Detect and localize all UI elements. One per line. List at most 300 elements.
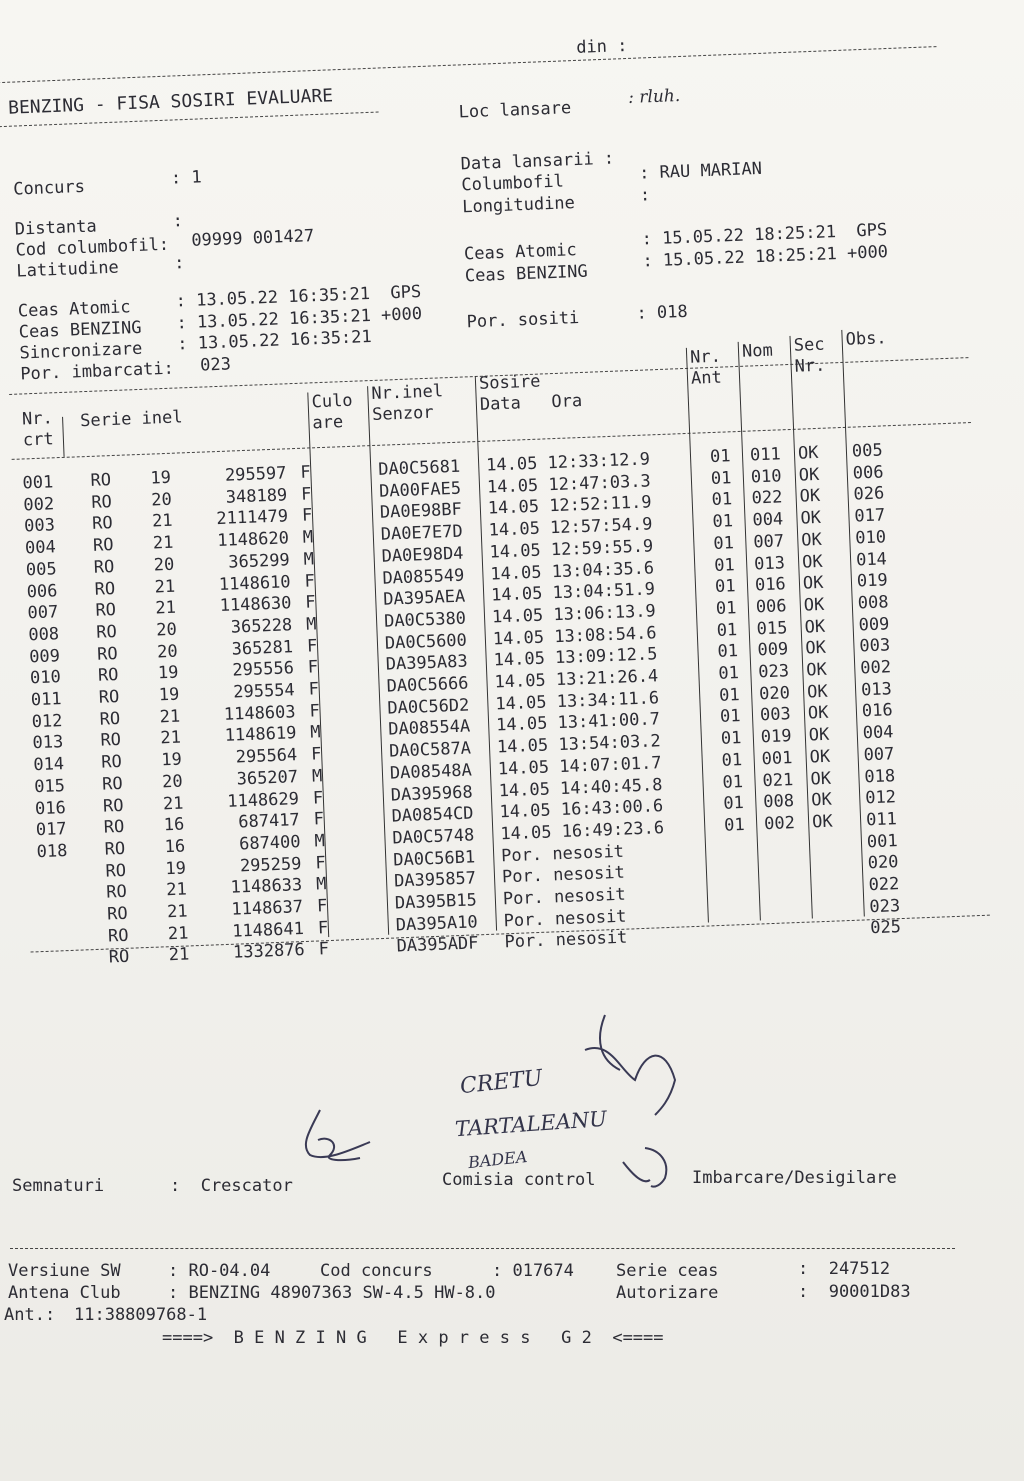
benzing-express-banner: ====> B E N Z I N G E x p r e s s G 2 <==== (162, 1328, 664, 1348)
comisia-control-label: Comisia control (442, 1170, 596, 1190)
col-culoare-header-2: are (312, 412, 344, 434)
cell-sosire: 14.05 13:34:11.6 (495, 687, 660, 715)
cell-obs: 022 (868, 874, 900, 896)
signature-crescator (290, 1100, 390, 1170)
por-sositi-label: Por. sositi (466, 308, 580, 333)
cell-ant: 01 (721, 749, 743, 771)
cell-inel: 1148629 (226, 788, 300, 812)
cell-sosire: 14.05 16:43:00.6 (499, 796, 664, 823)
cell-an: 20 (150, 489, 173, 511)
cell-sosire: 14.05 13:04:51.9 (490, 579, 656, 606)
cell-nr: 003 (23, 515, 56, 537)
cell-inel: 1148603 (223, 701, 296, 725)
cell-sex: F (307, 657, 319, 678)
cell-obs: 026 (853, 483, 885, 505)
cell-sex: M (303, 549, 315, 570)
cell-an: 20 (153, 554, 175, 576)
serie-ceas-label: Serie ceas (616, 1261, 719, 1281)
loc-lansare-label: Loc lansare (458, 98, 572, 123)
cell-inel: 1148610 (218, 571, 291, 595)
cell-nom: 013 (753, 552, 786, 574)
sincronizare-label: Sincronizare (19, 338, 143, 364)
cell-inel: 687400 (238, 831, 301, 855)
cell-senzor: DA0E98BF (379, 500, 463, 524)
cell-sex: F (316, 896, 328, 917)
ceas-benzing-right-value: : 15.05.22 18:25:21 +000 (642, 242, 889, 272)
cell-senzor: DA00FAE5 (378, 478, 462, 502)
cod-columbofil-value: 09999 001427 (191, 226, 315, 251)
concurs-label: Concurs (12, 176, 86, 200)
cell-senzor: DA0C5666 (386, 673, 469, 697)
col-nom-header: Nom (741, 340, 774, 362)
cell-inel: 1332876 (232, 940, 306, 964)
cell-inel: 295564 (235, 745, 298, 768)
cell-nr: 015 (33, 775, 66, 798)
versiune-sw-label: Versiune SW (8, 1261, 121, 1281)
cell-obs: 016 (861, 700, 894, 722)
cell-sosire: 14.05 14:40:45.8 (498, 774, 663, 801)
cell-nr: 001 (22, 472, 54, 494)
col-data-ora-header: Data Ora (479, 390, 583, 415)
cell-nr: 014 (33, 754, 65, 776)
ceas-benzing-right-label: Ceas BENZING (464, 261, 589, 287)
cell-ant: 01 (717, 641, 739, 663)
cell-tara: RO (90, 491, 113, 513)
cell-an: 21 (154, 576, 176, 597)
ceas-atomic-right-value: : 15.05.22 18:25:21 GPS (641, 220, 888, 250)
cell-sec: OK (811, 811, 834, 833)
col-serie-inel-header: Serie inel (79, 407, 183, 432)
cell-sec: OK (803, 594, 825, 616)
cell-senzor: DA0E98D4 (381, 543, 464, 567)
cell-tara: RO (103, 817, 125, 838)
cell-an: 21 (160, 727, 182, 749)
cell-sosire: 14.05 12:33:12.9 (485, 449, 651, 476)
cell-sosire: 14.05 13:04:35.6 (490, 557, 655, 585)
cell-inel: 295556 (232, 658, 295, 681)
col-sec-header-2: Nr. (794, 355, 826, 377)
cell-an: 16 (163, 814, 185, 836)
cell-nom: 004 (752, 509, 784, 531)
serie-ceas-value: : 247512 (798, 1259, 891, 1279)
cell-sex: F (312, 787, 324, 809)
cell-sosire: Por. nesosit (504, 928, 628, 953)
cell-sec: OK (797, 442, 819, 464)
cell-senzor: DA395968 (390, 781, 474, 806)
cell-ant: 01 (719, 706, 741, 728)
por-imbarcati-value: 023 (199, 354, 232, 376)
footer-separator (10, 1248, 955, 1249)
cell-ant: 01 (718, 684, 741, 706)
cell-nr: 011 (30, 689, 62, 711)
cell-ant: 01 (711, 489, 733, 511)
cell-inel: 1148641 (231, 918, 305, 942)
ceas-benzing-left-label: Ceas BENZING (18, 317, 142, 343)
cell-inel: 1148619 (224, 723, 297, 747)
cell-ant: 01 (713, 554, 736, 576)
cell-nom: 023 (757, 661, 790, 683)
cell-nom: 016 (754, 574, 787, 596)
cell-obs: 017 (854, 505, 886, 527)
cell-sex: F (308, 679, 320, 700)
cod-columbofil-label: Cod columbofil: (15, 234, 170, 261)
cell-nr: 010 (29, 667, 62, 689)
antena-club-value: : BENZING 48907363 SW-4.5 HW-8.0 (168, 1283, 496, 1303)
cell-nr: 008 (28, 624, 60, 646)
antena-club-label: Antena Club (8, 1283, 121, 1303)
por-sositi-value: : 018 (636, 301, 689, 324)
col-culoare-header: Culo (311, 390, 353, 413)
cell-tara: RO (105, 882, 128, 903)
cell-obs: 023 (869, 895, 901, 917)
loc-lansare-value: : rluh. (627, 85, 681, 108)
latitudine-value: : (173, 253, 185, 274)
ceas-atomic-right-label: Ceas Atomic (463, 240, 578, 265)
cell-tara: RO (98, 686, 120, 708)
cell-ant: 01 (713, 533, 735, 554)
autorizare-label: Autorizare (616, 1283, 719, 1303)
cell-tara: RO (91, 513, 114, 535)
cell-senzor: DA0C5380 (383, 608, 467, 632)
cell-tara: RO (104, 838, 126, 860)
cell-sex: F (304, 570, 316, 592)
cell-inel: 687417 (237, 810, 301, 833)
cell-tara: RO (96, 643, 119, 665)
cell-inel: 295597 (224, 463, 287, 486)
cell-nom: 011 (749, 444, 782, 466)
cell-sec: OK (808, 724, 830, 746)
cell-inel: 295259 (239, 853, 302, 877)
cell-sex: M (305, 614, 317, 635)
data-lansarii-label: Data lansarii : (460, 148, 615, 175)
imbarcare-desigilare-label: Imbarcare/Desigilare (692, 1168, 897, 1188)
cell-sosire: Por. nesosit (503, 906, 627, 932)
cell-sec: OK (799, 486, 821, 508)
document-title: BENZING - FISA SOSIRI EVALUARE (7, 85, 334, 119)
ceas-atomic-left-value: : 13.05.22 16:35:21 GPS (175, 282, 422, 312)
cell-an: 21 (155, 597, 177, 619)
cell-nr: 017 (35, 819, 67, 841)
cell-tara: RO (97, 665, 119, 687)
col-ant-header-2: Ant (690, 367, 723, 389)
cell-senzor: DA08548A (389, 760, 473, 784)
cell-senzor: DA395AEA (382, 586, 466, 610)
cell-nom: 006 (755, 596, 787, 618)
cell-inel: 365299 (227, 550, 291, 573)
cell-an: 21 (168, 944, 190, 966)
cell-nr: 007 (27, 602, 59, 624)
cell-senzor: DA0C56B1 (392, 846, 476, 871)
cell-obs: 018 (864, 765, 896, 787)
cell-sosire: 14.05 13:54:03.2 (496, 731, 662, 758)
cell-tara: RO (99, 708, 121, 730)
columbofil-value: : RAU MARIAN (638, 158, 763, 184)
cell-sec: OK (801, 551, 824, 573)
cell-tara: RO (95, 600, 117, 621)
cell-nr: 016 (34, 797, 67, 819)
cod-concurs-value: : 017674 (492, 1261, 574, 1281)
versiune-sw-value: : RO-04.04 (168, 1261, 271, 1281)
cell-senzor: DA0854CD (391, 803, 474, 827)
cell-tara: RO (95, 621, 118, 643)
cell-nom: 001 (761, 747, 793, 770)
cell-nr: 005 (25, 559, 57, 581)
cell-tara: RO (108, 947, 130, 968)
cell-ant: 01 (720, 728, 742, 749)
cell-an: 19 (150, 467, 172, 489)
cell-nom: 021 (762, 769, 794, 791)
cell-inel: 2111479 (216, 506, 289, 530)
cell-inel: 295554 (232, 680, 296, 703)
cell-obs: 006 (852, 462, 884, 484)
cell-sec: OK (805, 638, 827, 659)
cell-tara: RO (100, 751, 123, 773)
cell-tara: RO (92, 535, 114, 556)
sincronizare-value: : 13.05.22 16:35:21 (176, 326, 373, 355)
cell-an: 20 (156, 641, 178, 663)
cell-tara: RO (105, 860, 127, 882)
cell-sex: F (304, 592, 316, 613)
cell-senzor: DA0E7E7D (380, 521, 464, 545)
cell-sec: OK (810, 789, 833, 811)
cell-sec: OK (810, 768, 832, 789)
cell-senzor: DA395A10 (395, 912, 479, 936)
cell-sosire: 14.05 14:07:01.7 (497, 752, 662, 780)
cell-sosire: 14.05 13:09:12.5 (493, 644, 658, 671)
cell-sosire: 14.05 12:59:55.9 (489, 536, 654, 563)
cell-inel: 348189 (225, 485, 288, 508)
cell-sex: F (309, 700, 321, 722)
cell-ant: 01 (709, 446, 731, 468)
cell-inel: 1148633 (230, 875, 303, 899)
cell-sosire: Por. nesosit (502, 884, 627, 910)
cell-sec: OK (800, 529, 823, 551)
cell-an: 19 (160, 749, 183, 771)
cod-concurs-label: Cod concurs (320, 1261, 433, 1281)
cell-inel: 1148630 (219, 593, 292, 617)
cell-ant: 01 (715, 598, 737, 619)
cell-tara: RO (94, 578, 116, 600)
cell-obs: 019 (856, 570, 889, 592)
cell-sec: OK (800, 507, 822, 529)
cell-nom: 015 (756, 617, 788, 640)
cell-sec: OK (809, 746, 831, 768)
cell-nom: 009 (757, 639, 789, 661)
cell-obs: 003 (859, 635, 891, 657)
cell-sex: F (310, 744, 322, 765)
cell-nom: 022 (751, 487, 783, 509)
cell-sec: OK (805, 659, 828, 681)
cell-an: 21 (159, 706, 181, 728)
cell-senzor: DA0C5600 (384, 630, 468, 654)
cell-an: 19 (157, 662, 179, 684)
cell-an: 19 (165, 858, 187, 879)
concurs-value: : 1 (170, 167, 203, 189)
handwritten-name-cretu: CRETU (458, 1065, 544, 1100)
cell-tara: RO (102, 795, 124, 817)
cell-sosire: 14.05 13:41:00.7 (495, 709, 661, 736)
cell-inel: 365207 (236, 766, 299, 790)
cell-sex: F (314, 852, 326, 874)
cell-senzor: DA395ADF (396, 933, 479, 957)
cell-obs: 008 (857, 592, 889, 614)
cell-obs: 020 (867, 852, 899, 874)
cell-obs: 009 (858, 613, 890, 636)
por-imbarcati-label: Por. imbarcati: (20, 358, 175, 385)
handwritten-name-badea: BADEA (467, 1146, 529, 1173)
col-sec-header: Sec (793, 334, 825, 356)
cell-an: 21 (152, 532, 174, 554)
cell-ant: 01 (718, 663, 740, 684)
cell-inel: 1148637 (231, 897, 304, 920)
cell-nr: 009 (28, 645, 61, 667)
cell-senzor: DA0C56D2 (387, 695, 470, 719)
cell-nr: 013 (32, 732, 64, 754)
cell-senzor: DA08554A (387, 716, 471, 741)
cell-sex: M (302, 527, 314, 548)
cell-inel: 1148620 (216, 528, 290, 552)
cell-nom: 010 (750, 466, 782, 488)
cell-obs: 025 (869, 917, 902, 939)
cell-sex: F (306, 635, 318, 657)
cell-obs: 011 (865, 809, 898, 831)
col-senzor-header: Senzor (371, 402, 434, 426)
cell-tara: RO (107, 925, 129, 947)
ceas-benzing-left-value: : 13.05.22 16:35:21 +000 (176, 304, 423, 334)
col-nr-crt-header: Nr. (21, 408, 54, 430)
cell-ant: 01 (710, 467, 732, 489)
cell-sex: M (311, 766, 323, 787)
autorizare-value: : 90001D83 (798, 1282, 911, 1302)
crescator-label: : Crescator (170, 1176, 293, 1196)
cell-ant: 01 (714, 576, 736, 598)
cell-an: 21 (166, 901, 188, 923)
cell-sec: OK (804, 616, 826, 638)
cell-obs: 013 (860, 678, 893, 701)
cell-an: 21 (162, 793, 184, 814)
signature-imbarcare (615, 1140, 685, 1190)
cell-sosire: 14.05 12:57:54.9 (488, 514, 653, 541)
cell-sosire: 14.05 13:06:13.9 (491, 601, 657, 628)
ant-label: Ant.: (4, 1305, 56, 1325)
cell-sex: M (315, 874, 327, 895)
cell-sosire: 14.05 13:08:54.6 (492, 622, 657, 650)
latitudine-label: Latitudine (16, 257, 120, 282)
cell-obs: 007 (863, 744, 895, 766)
cell-sex: F (300, 484, 312, 505)
cell-an: 19 (158, 684, 180, 706)
ceas-atomic-left-label: Ceas Atomic (17, 297, 131, 322)
cell-sex: F (301, 505, 313, 527)
din-label: din : (575, 35, 628, 58)
cell-tara: RO (101, 773, 124, 795)
cell-nr: 018 (36, 840, 68, 863)
cell-senzor: DA0C5681 (377, 456, 461, 480)
cell-sosire: 14.05 13:21:26.4 (494, 666, 659, 693)
cell-an: 21 (165, 879, 188, 901)
cell-tara: RO (100, 730, 122, 752)
cell-sosire: 14.05 12:52:11.9 (487, 492, 652, 520)
cell-an: 21 (151, 511, 174, 532)
col-nr-crt-header-2: crt (22, 429, 55, 451)
cell-obs: 004 (862, 722, 894, 744)
cell-nr: 006 (26, 580, 58, 602)
cell-obs: 014 (855, 548, 888, 571)
longitudine-value: : (639, 185, 651, 206)
cell-obs: 010 (854, 527, 887, 549)
cell-ant: 01 (722, 771, 744, 793)
col-sosire-header: Sosire (478, 371, 541, 394)
cell-sex: F (299, 462, 311, 483)
cell-sec: OK (807, 703, 829, 724)
cell-obs: 002 (859, 657, 892, 679)
cell-sex: F (317, 917, 329, 939)
cell-senzor: DA0C5748 (392, 825, 475, 849)
cell-nr: 012 (31, 710, 63, 732)
cell-obs: 012 (864, 787, 897, 809)
ant-value: 11:38809768-1 (74, 1305, 208, 1325)
cell-sex: M (314, 831, 326, 852)
cell-nom: 020 (758, 682, 791, 705)
cell-inel: 365228 (230, 615, 293, 638)
cell-sec: OK (806, 681, 829, 703)
cell-tara: RO (106, 903, 129, 925)
signature-comisia (575, 1010, 705, 1120)
cell-sec: OK (802, 573, 824, 594)
cell-nr: 002 (23, 493, 55, 516)
cell-senzor: DA395857 (393, 868, 477, 892)
distanta-label: Distanta (14, 216, 98, 240)
cell-nom: 019 (760, 726, 792, 748)
col-nr-inel-header: Nr.inel (371, 381, 444, 405)
cell-an: 20 (161, 771, 183, 793)
cell-ant: 01 (723, 793, 745, 815)
cell-an: 21 (167, 923, 189, 944)
cell-sosire: 14.05 16:49:23.6 (500, 818, 665, 845)
cell-nom: 002 (763, 812, 796, 835)
cell-an: 16 (164, 836, 186, 858)
cell-senzor: DA085549 (382, 565, 465, 589)
cell-sosire: Por. nesosit (501, 862, 626, 888)
col-nr-ant-header: Nr. (689, 346, 722, 368)
cell-nom: 008 (762, 791, 795, 813)
cell-inel: 365281 (231, 636, 294, 660)
cell-senzor: DA395A83 (385, 651, 469, 675)
cell-tara: RO (93, 556, 115, 578)
longitudine-label: Longitudine (461, 193, 576, 218)
cell-senzor: DA395B15 (394, 890, 478, 914)
cell-sex: F (318, 939, 330, 960)
columbofil-label: Columbofil (461, 171, 565, 196)
distanta-value: : (172, 211, 184, 232)
cell-obs: 001 (866, 830, 899, 852)
cell-ant: 01 (712, 511, 734, 533)
cell-sosire: Por. nesosit (500, 841, 625, 866)
cell-sec: OK (798, 464, 820, 486)
semnaturi-label: Semnaturi (12, 1176, 105, 1196)
cell-nr: 004 (24, 537, 57, 559)
cell-sex: F (313, 809, 325, 830)
cell-sex: M (309, 722, 321, 744)
col-obs-header: Obs. (845, 328, 887, 350)
cell-obs: 005 (851, 440, 884, 462)
cell-an: 20 (155, 619, 178, 641)
cell-ant: 01 (723, 814, 746, 836)
cell-sosire: 14.05 12:47:03.3 (486, 471, 652, 498)
cell-senzor: DA0C587A (388, 738, 472, 762)
cell-ant: 01 (716, 619, 738, 641)
cell-nom: 003 (759, 704, 792, 726)
